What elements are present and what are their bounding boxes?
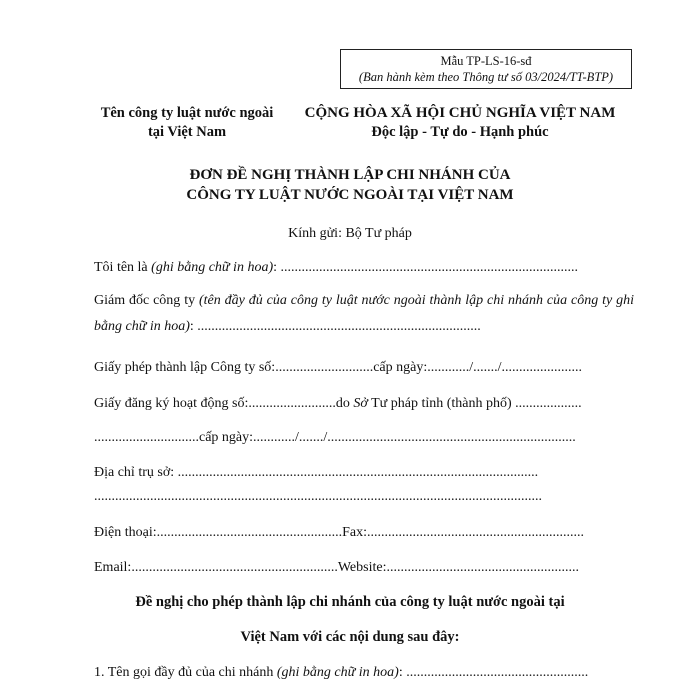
field-name-blank: : .....................................................................................: [273, 260, 578, 275]
item-1-blank: : ....................................................: [398, 665, 589, 680]
organization-line-1: Tên công ty luật nước ngoài: [100, 105, 274, 121]
field-director-blank: : .................................................................................: [189, 319, 481, 334]
field-director: [94, 288, 634, 342]
field-registration: [94, 394, 634, 414]
field-license: Giấy phép thành lập Công ty số:............................cấp ngày:............/......./.......................: [94, 360, 583, 375]
field-registration-part-1: Giấy đăng ký hoạt động số:.........................do: [94, 396, 354, 411]
form-issued-note: (Ban hành kèm theo Thông tư số 03/2024/TT-BTP): [358, 70, 614, 84]
document-title: [60, 165, 640, 205]
form-code: Mẫu TP-LS-16-sđ: [440, 54, 532, 68]
title-line-2: CÔNG TY LUẬT NƯỚC NGOÀI TẠI VIỆT NAM: [186, 187, 514, 203]
form-code-box: [340, 49, 632, 89]
item-1-hint: (ghi bằng chữ in hoa): [276, 665, 399, 680]
national-motto: Độc lập - Tự do - Hạnh phúc: [371, 124, 549, 140]
country-name: CỘNG HÒA XÃ HỘI CHỦ NGHĨA VIỆT NAM: [304, 105, 616, 121]
request-line-2: Việt Nam với các nội dung sau đây:: [240, 629, 460, 645]
item-1: [94, 663, 634, 683]
field-registration-part-2: Tư pháp tỉnh (thành phố) ...................: [367, 396, 582, 411]
field-registration-date: ..............................cấp ngày:............/......./.......................................................................: [94, 430, 576, 445]
title-line-1: ĐƠN ĐỀ NGHỊ THÀNH LẬP CHI NHÁNH CỦA: [189, 167, 511, 183]
item-1-label: 1. Tên gọi đầy đủ của chi nhánh: [94, 665, 277, 680]
field-email-website: Email:...........................................................Website:.......................................................: [94, 560, 579, 575]
organization-header: [62, 104, 312, 142]
field-address: Địa chỉ trụ sở: .......................................................................................................: [94, 465, 539, 480]
organization-line-2: tại Việt Nam: [147, 124, 227, 140]
field-name-hint: (ghi bằng chữ in hoa): [151, 260, 274, 275]
recipient: Kính gửi: Bộ Tư pháp: [288, 226, 412, 241]
field-name: [94, 258, 634, 278]
national-header: [290, 104, 630, 142]
field-director-hint: (tên đầy đủ của công ty luật nước ngoài thành lập chi nhánh của công ty ghi bằng chữ in hoa): [94, 293, 634, 334]
field-name-label: Tôi tên là: [94, 260, 152, 275]
field-address-continued: ................................................................................................................................: [94, 489, 542, 504]
field-phone-fax: Điện thoại:.....................................................Fax:..............................................................: [94, 525, 584, 540]
field-director-label: Giám đốc công ty: [94, 293, 199, 308]
request-line-1: Đề nghị cho phép thành lập chi nhánh của công ty luật nước ngoài tại: [135, 594, 565, 610]
field-registration-italic: Sở: [353, 396, 368, 411]
